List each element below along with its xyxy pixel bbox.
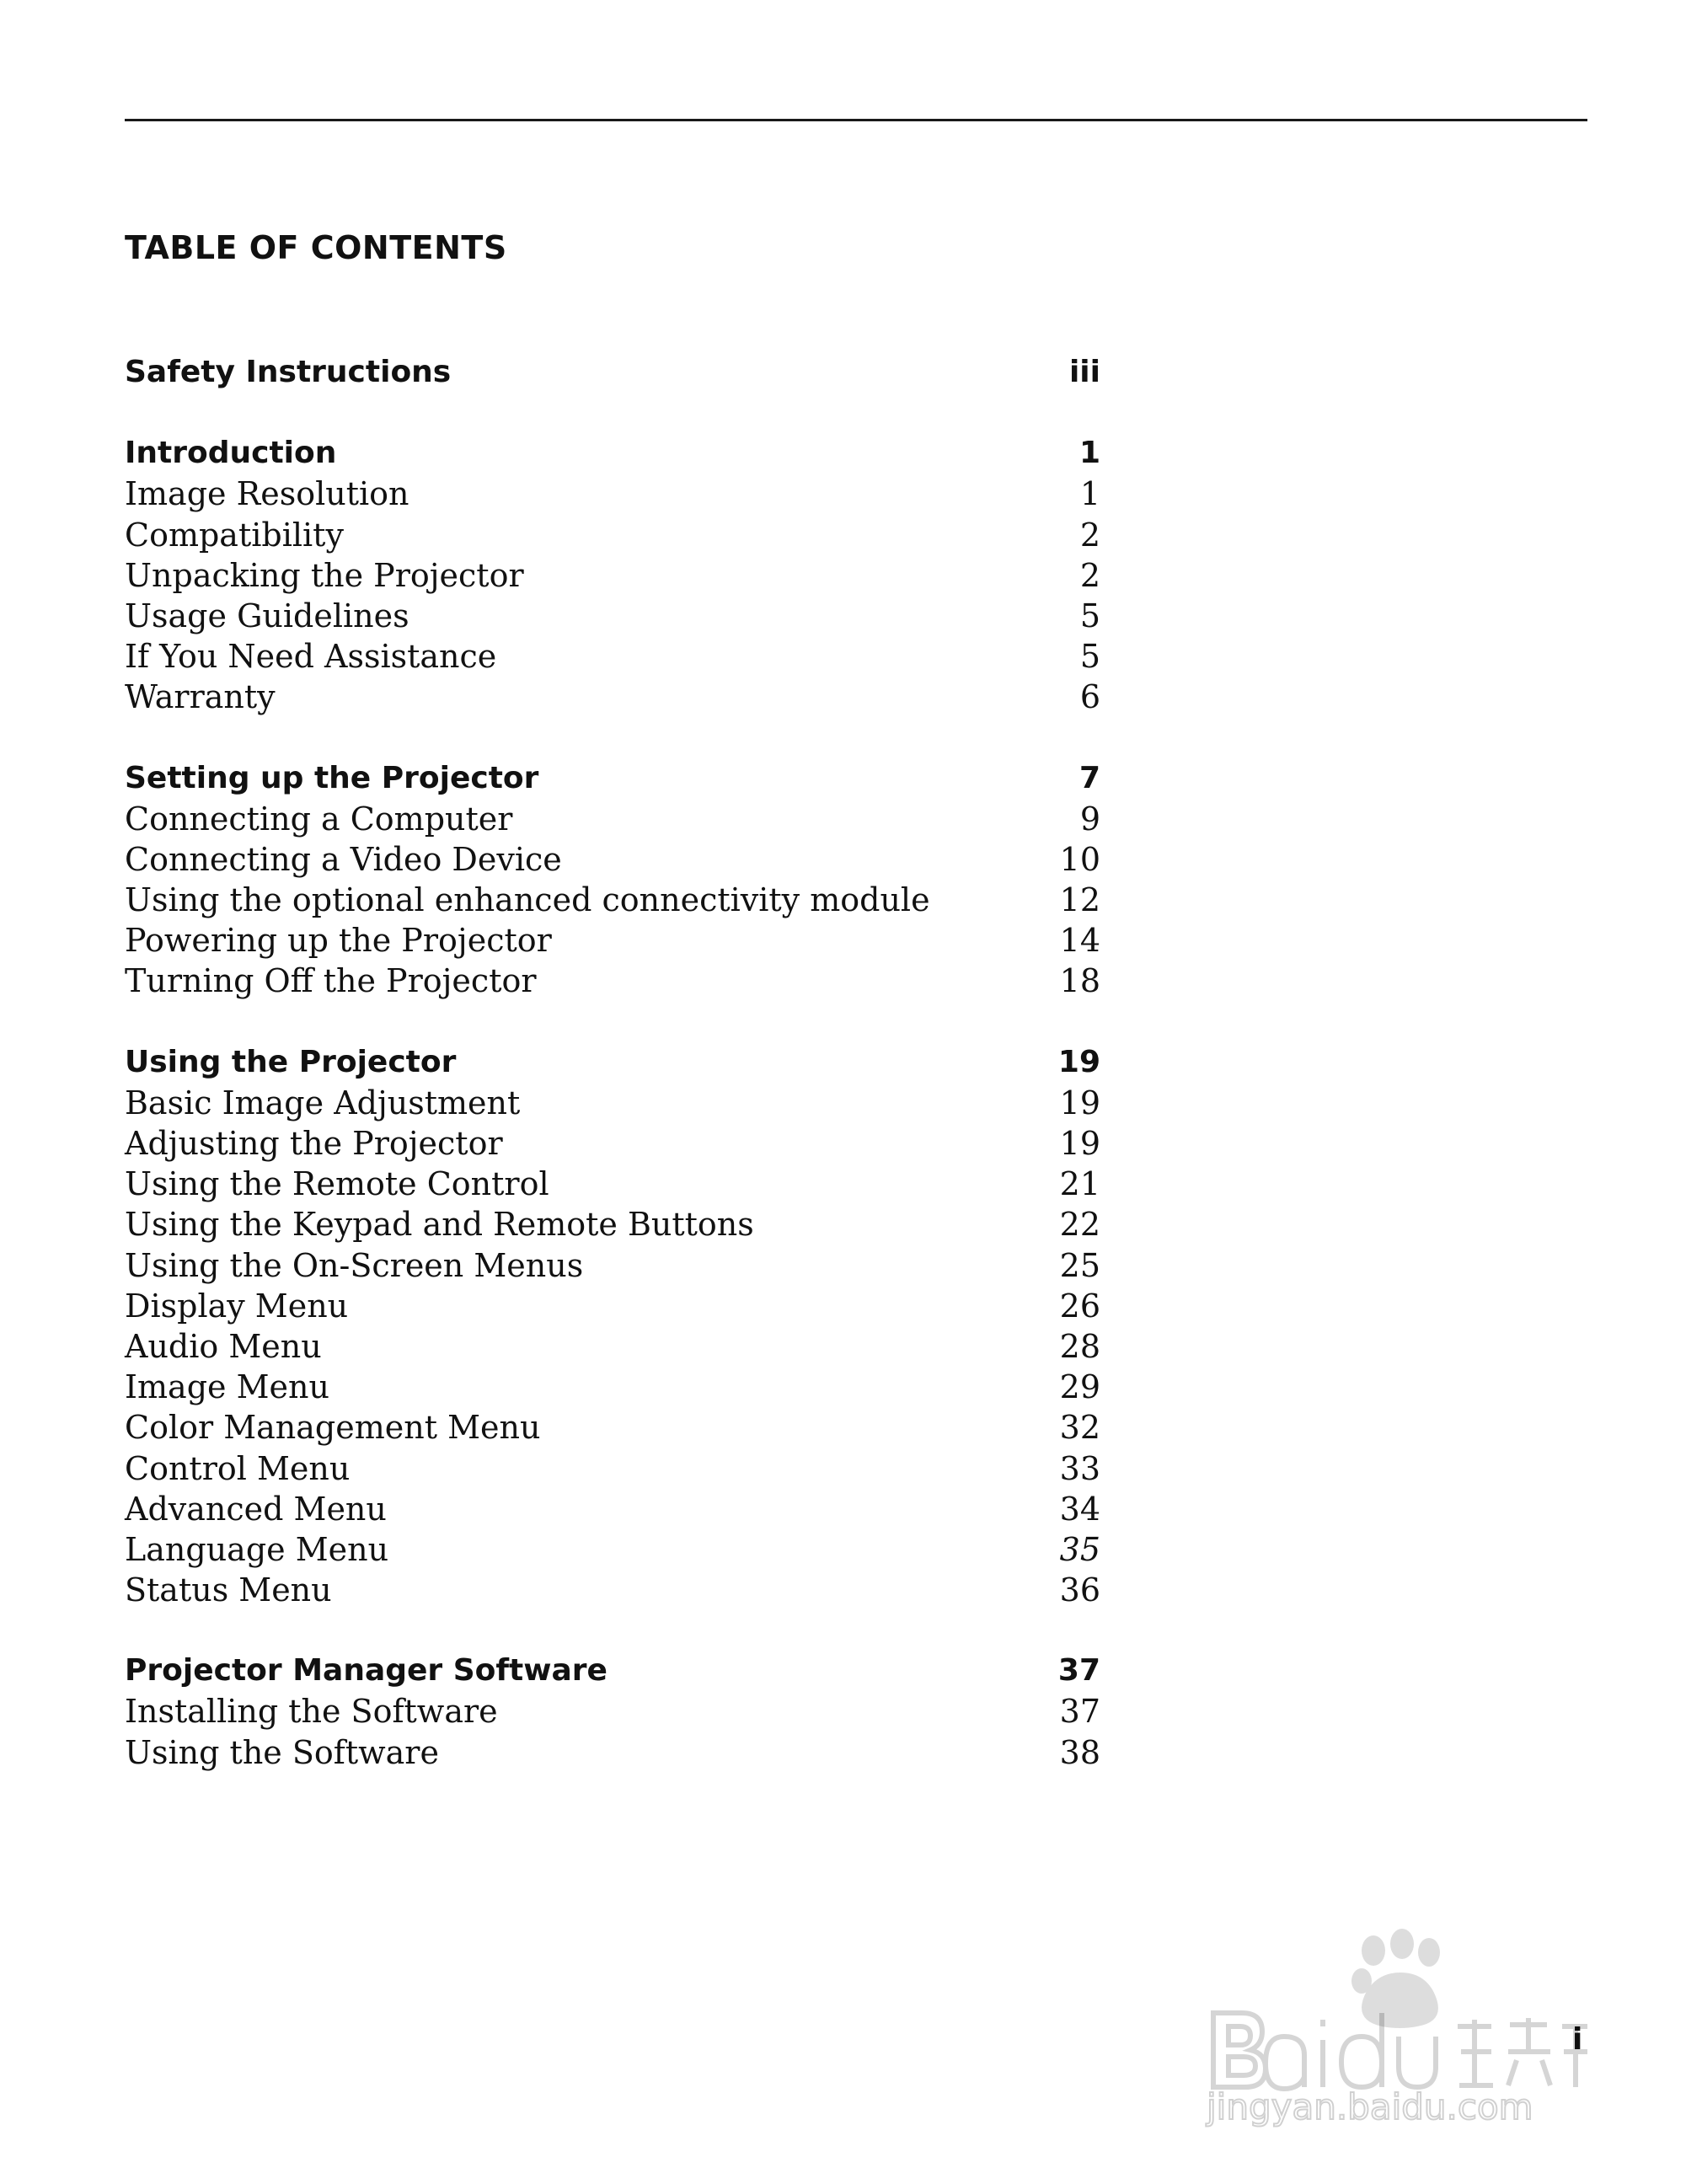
section-title: Projector Manager Software [125, 1653, 607, 1689]
toc-entry [125, 1286, 1100, 1326]
entry-page-number: 37 [1059, 1693, 1100, 1731]
entry-title: Compatibility [125, 516, 344, 554]
toc-entry [125, 596, 1100, 636]
entry-page-number: 1 [1079, 475, 1100, 513]
toc-section-heading [125, 758, 1100, 799]
toc-entry [125, 515, 1100, 555]
toc-entry [125, 474, 1100, 514]
section-title: Introduction [125, 436, 337, 471]
entry-title: Adjusting the Projector [125, 1125, 503, 1162]
entry-title: Using the Keypad and Remote Buttons [125, 1206, 754, 1244]
entry-title: Using the On-Screen Menus [125, 1246, 584, 1284]
entry-title: Color Management Menu [125, 1409, 541, 1447]
toc-entry [125, 880, 1100, 920]
entry-page-number: 33 [1059, 1449, 1100, 1487]
toc-section [125, 352, 1100, 393]
section-page-number: 19 [1057, 1044, 1100, 1079]
entry-page-number: 5 [1079, 597, 1100, 634]
entry-title: Turning Off the Projector [125, 962, 537, 1000]
toc-section-heading [125, 352, 1100, 393]
page-title: TABLE OF CONTENTS [125, 229, 507, 266]
entry-page-number: 21 [1059, 1165, 1100, 1203]
toc-section-heading [125, 433, 1100, 474]
entry-title: Using the Software [125, 1733, 439, 1771]
toc-entry [125, 1123, 1100, 1164]
entry-title: Basic Image Adjustment [125, 1084, 521, 1121]
page-number: i [1572, 2022, 1583, 2057]
toc-entry [125, 961, 1100, 1001]
section-page-number: 1 [1078, 436, 1100, 471]
entry-page-number: 26 [1059, 1287, 1100, 1325]
entry-title: Image Resolution [125, 475, 409, 513]
entry-title: Language Menu [125, 1530, 389, 1568]
toc-entry [125, 1489, 1100, 1529]
section-title: Using the Projector [125, 1044, 457, 1079]
entry-page-number: 34 [1059, 1490, 1100, 1528]
entry-page-number: 19 [1059, 1125, 1100, 1162]
entry-page-number: 2 [1079, 516, 1100, 554]
entry-page-number: 38 [1059, 1733, 1100, 1771]
section-page-number: 7 [1078, 760, 1100, 795]
entry-page-number: 18 [1059, 962, 1100, 1000]
entry-page-number: 36 [1059, 1571, 1100, 1609]
entry-title: Status Menu [125, 1571, 332, 1609]
entry-page-number: 29 [1059, 1368, 1100, 1406]
entry-page-number: 5 [1079, 638, 1100, 676]
entry-page-number: 9 [1079, 800, 1100, 838]
entry-title: Connecting a Computer [125, 800, 513, 838]
section-title: Setting up the Projector [125, 760, 539, 795]
toc-entry [125, 1691, 1100, 1732]
toc-section-heading [125, 1651, 1100, 1691]
entry-page-number: 10 [1059, 840, 1100, 878]
entry-title: Control Menu [125, 1449, 351, 1487]
entry-page-number: 6 [1079, 678, 1100, 716]
entry-page-number: 28 [1059, 1327, 1100, 1365]
toc-entry [125, 1164, 1100, 1204]
toc-entry [125, 677, 1100, 717]
toc-section [125, 1651, 1100, 1773]
entry-title: Advanced Menu [125, 1490, 387, 1528]
toc-entry [125, 636, 1100, 677]
toc-entry [125, 839, 1100, 880]
entry-title: Unpacking the Projector [125, 556, 524, 594]
toc-entry [125, 1570, 1100, 1610]
entry-page-number: 14 [1059, 922, 1100, 960]
entry-page-number: 12 [1059, 881, 1100, 919]
toc-section [125, 433, 1100, 717]
header-rule [125, 119, 1587, 121]
toc-entry [125, 1083, 1100, 1123]
toc-section [125, 1042, 1100, 1611]
toc-entry [125, 1407, 1100, 1448]
entry-title: Connecting a Video Device [125, 840, 562, 878]
toc-entry [125, 920, 1100, 961]
entry-title: Audio Menu [125, 1327, 322, 1365]
section-page-number: 37 [1057, 1653, 1100, 1689]
watermark-url: jingyan.baidu.com [1207, 2086, 1533, 2128]
table-of-contents [125, 352, 1100, 1813]
entry-title: Warranty [125, 678, 276, 716]
entry-page-number: 19 [1059, 1084, 1100, 1121]
toc-entry [125, 1326, 1100, 1367]
entry-title: Display Menu [125, 1287, 349, 1325]
entry-title: Powering up the Projector [125, 922, 552, 960]
entry-title: Installing the Software [125, 1693, 498, 1731]
toc-entry [125, 1204, 1100, 1245]
toc-entry [125, 555, 1100, 596]
toc-section-heading [125, 1042, 1100, 1083]
toc-entry [125, 799, 1100, 839]
baidu-watermark-logo [1196, 1925, 1601, 2128]
toc-entry [125, 1732, 1100, 1773]
entry-page-number: 32 [1059, 1409, 1100, 1447]
entry-title: Usage Guidelines [125, 597, 409, 634]
entry-page-number: 25 [1059, 1246, 1100, 1284]
toc-section [125, 758, 1100, 1002]
entry-title: Using the optional enhanced connectivity module [125, 881, 930, 919]
entry-page-number: 22 [1059, 1206, 1100, 1244]
toc-entry [125, 1529, 1100, 1570]
toc-entry [125, 1367, 1100, 1407]
section-page-number: iii [1068, 355, 1100, 389]
entry-title: Image Menu [125, 1368, 329, 1406]
toc-entry [125, 1245, 1100, 1286]
entry-page-number: 35 [1059, 1530, 1100, 1568]
entry-page-number: 2 [1079, 556, 1100, 594]
entry-title: Using the Remote Control [125, 1165, 549, 1203]
toc-entry [125, 1448, 1100, 1489]
entry-title: If You Need Assistance [125, 638, 497, 676]
section-title: Safety Instructions [125, 355, 452, 389]
